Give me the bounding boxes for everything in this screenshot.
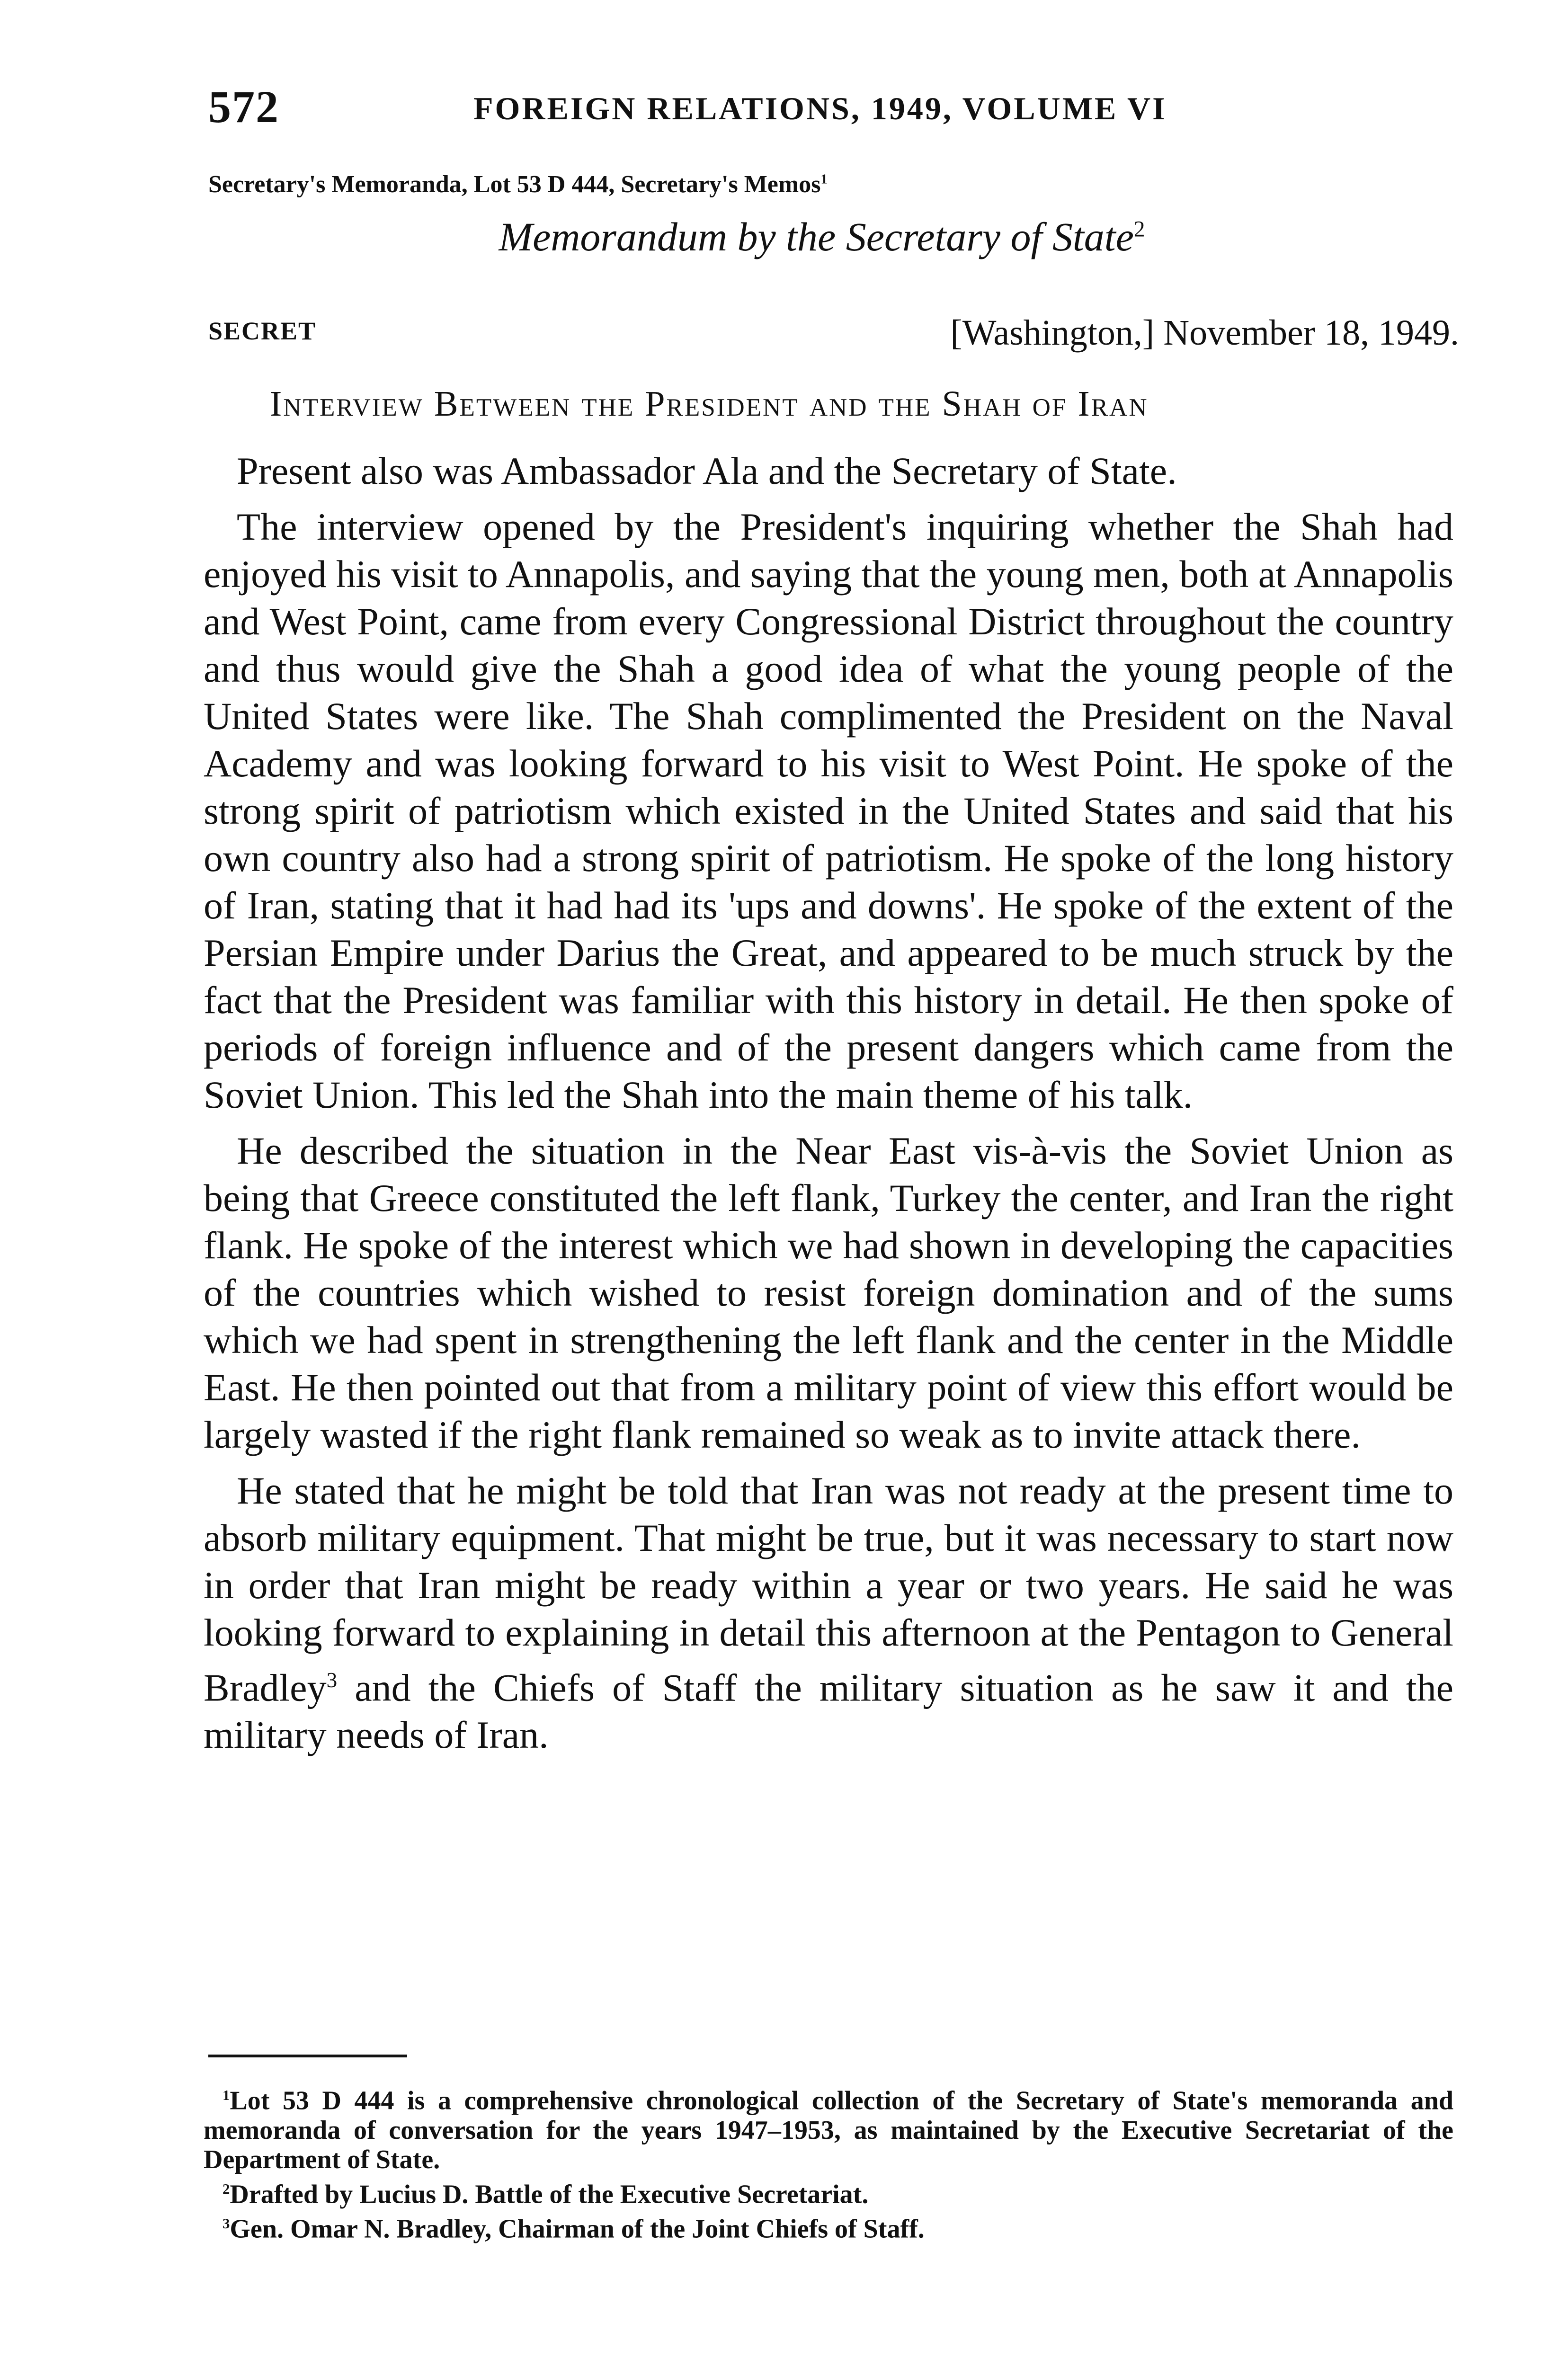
classification-label: SECRET [208,317,317,345]
body-paragraph: Present also was Ambassador Ala and the Secretary of State. [237,449,1177,492]
footnote [204,2081,1453,2174]
footnote-text: Gen. Omar N. Bradley, Chairman of the Joint Chiefs of Staff. [230,2214,925,2244]
footnote-ref-2: 2 [1133,217,1145,242]
body-paragraph: The interview opened by the President's inquiring whether the Shah had enjoyed his visit to Annapolis, and saying that the young men, both at Annapolis and West Point, came from every Congressional District throughout the country and thus would give the Shah a good idea of what the young people of the United States were like. The Shah complimented the President on the Naval Academy and was looking forward to his visit to West Point. He spoke of the strong spirit of patriotism which existed in the United States and said that his own country also had a strong spirit of patriotism. He spoke of the long history of Iran, stating that it had had its 'ups and downs'. He spoke of the extent of the Persian Empire under Darius the Great, and appeared to be much struck by the fact that the President was familiar with this history in detail. He then spoke of periods of foreign influence and of the present dangers which came from the Soviet Union. This led the Shah into the main theme of his talk. [204,505,1453,1116]
footnote-ref-3: 3 [326,1668,338,1692]
document-title-text: Memorandum by the Secretary of State [499,214,1134,259]
paragraph-text: He stated that he might be told that Iran was not ready at the present time to absorb military equipment. That might be true, but it was necessary to start now in order that Iran might be ready within a year or two years. He said he was looking forward to explaining in detail this afternoon at the Pentagon to General Bradley [204,1469,1453,1709]
body-paragraph: He described the situation in the Near East vis-à-vis the Soviet Union as being that Greece constituted the left flank, Turkey the center, and Iran the right flank. He spoke of the interest which we had shown in developing the capacities of the countries which wished to resist foreign domination and of the sums which we had spent in strengthening the left flank and the center in the Middle East. He then pointed out that from a military point of view this effort would be largely wasted if the right flank remained so weak as to invite attack there. [204,1129,1453,1456]
footnote [204,2209,1453,2244]
footnotes [204,2081,1453,2244]
footnote-number: 1 [223,2087,230,2103]
footnote-text: Lot 53 D 444 is a comprehensive chronological collection of the Secretary of State's memoranda and memoranda of conversation for the years 1947–1953, as maintained by the Executive Secretariat of the Department of State. [204,2086,1453,2174]
running-head [208,80,1458,137]
running-title: FOREIGN RELATIONS, 1949, VOLUME VI [473,90,1167,126]
footnote-number: 2 [223,2180,230,2197]
memorandum-body [204,447,1453,1767]
source-line-text: Secretary's Memoranda, Lot 53 D 444, Secretary's Memos [208,171,821,198]
source-line [208,170,828,198]
paragraph-text: and the Chiefs of Staff the military situation as he saw it and the military needs of Iran. [204,1666,1453,1757]
footnote-text: Drafted by Lucius D. Battle of the Executive Secretariat. [230,2180,869,2209]
document-title [0,213,1568,260]
body-paragraph [204,1467,1453,1759]
footnote [204,2174,1453,2209]
interview-title: Interview Between the President and the Shah of Iran [270,384,1149,424]
footnote-number: 3 [223,2216,230,2232]
page-number: 572 [208,81,279,132]
footnote-ref-1: 1 [820,172,828,187]
place-date: [Washington,] November 18, 1949. [950,313,1459,353]
footnote-divider [208,2055,407,2057]
